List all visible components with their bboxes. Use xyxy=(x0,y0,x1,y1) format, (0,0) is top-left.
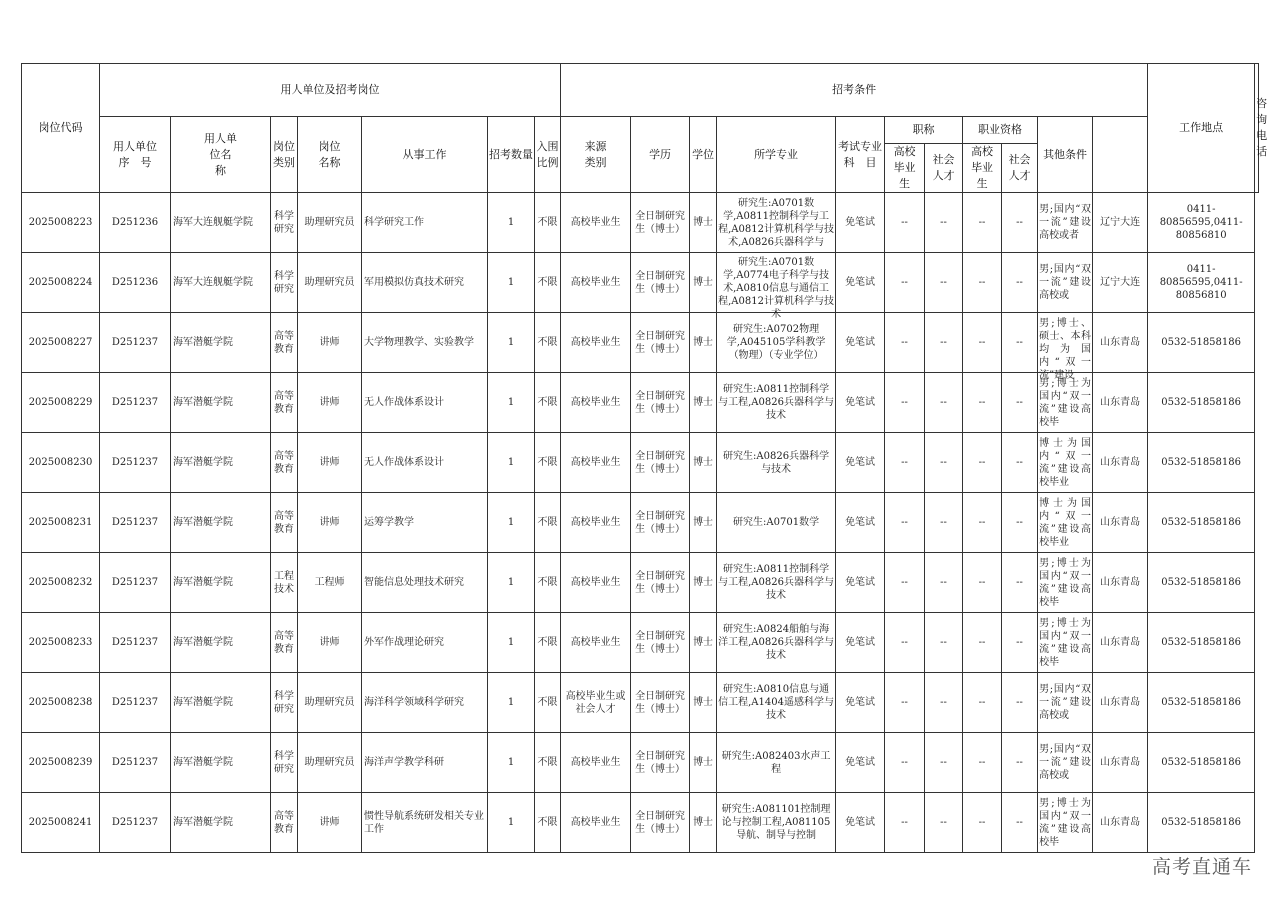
cell-source: 高校毕业生 xyxy=(561,553,631,613)
cell-exam: 免笔试 xyxy=(836,613,885,673)
cell-location: 山东青岛 xyxy=(1093,493,1148,553)
table-row xyxy=(22,433,1259,493)
cell-unit-name: 海军潜艇学院 xyxy=(171,673,271,733)
cell-post-name: 讲师 xyxy=(298,613,362,673)
cell-quota: 1 xyxy=(488,313,535,373)
cell-location: 山东青岛 xyxy=(1093,553,1148,613)
cell-quota: 1 xyxy=(488,733,535,793)
cell-qual-grad: -- xyxy=(963,793,1002,853)
cell-ratio: 不限 xyxy=(535,733,561,793)
cell-work: 外军作战理论研究 xyxy=(362,613,488,673)
cell-title-social: -- xyxy=(925,253,963,313)
cell-ratio: 不限 xyxy=(535,253,561,313)
cell-quota: 1 xyxy=(488,613,535,673)
other-text: 男;博士为国内“双一流”建设高校毕 xyxy=(1039,617,1092,668)
table-row xyxy=(22,193,1259,253)
cell-title-grad: -- xyxy=(885,493,925,553)
cell-unit-name: 海军大连舰艇学院 xyxy=(171,193,271,253)
cell-ratio: 不限 xyxy=(535,433,561,493)
cell-ratio: 不限 xyxy=(535,793,561,853)
cell-other xyxy=(1038,793,1093,853)
major-text: 研究生:A0824船舶与海洋工程,A0826兵器科学与技术 xyxy=(718,624,834,661)
cell-exam: 免笔试 xyxy=(836,553,885,613)
table-row xyxy=(22,673,1259,733)
cell-location: 山东青岛 xyxy=(1093,373,1148,433)
header-conditions-group: 招考条件 xyxy=(561,64,1148,117)
cell-ratio: 不限 xyxy=(535,493,561,553)
header-ratio: 入围比例 xyxy=(535,117,561,193)
header-major: 所学专业 xyxy=(717,117,836,193)
cell-qual-social: -- xyxy=(1002,793,1038,853)
table-row xyxy=(22,733,1259,793)
cell-title-social: -- xyxy=(925,613,963,673)
cell-qual-grad: -- xyxy=(963,193,1002,253)
cell-position-code: 2025008223 xyxy=(22,193,100,253)
cell-unit-name: 海军潜艇学院 xyxy=(171,613,271,673)
cell-post-name: 助理研究员 xyxy=(298,673,362,733)
cell-major xyxy=(717,433,836,493)
cell-title-social: -- xyxy=(925,373,963,433)
cell-title-social: -- xyxy=(925,793,963,853)
cell-title-social: -- xyxy=(925,673,963,733)
table-row xyxy=(22,613,1259,673)
cell-post-name: 助理研究员 xyxy=(298,733,362,793)
header-other: 其他条件 xyxy=(1038,117,1093,193)
cell-phone: 0532-51858186 xyxy=(1148,373,1255,433)
cell-unit-seq: D251237 xyxy=(100,733,171,793)
cell-education: 全日制研究生（博士） xyxy=(631,313,690,373)
cell-phone: 0532-51858186 xyxy=(1148,493,1255,553)
cell-source: 高校毕业生 xyxy=(561,253,631,313)
cell-work: 大学物理教学、实验教学 xyxy=(362,313,488,373)
cell-degree: 博士 xyxy=(690,733,717,793)
header-unit-group: 用人单位及招考岗位 xyxy=(100,64,561,117)
cell-other xyxy=(1038,673,1093,733)
header-work: 从事工作 xyxy=(362,117,488,193)
cell-major xyxy=(717,733,836,793)
cell-title-social: -- xyxy=(925,493,963,553)
cell-qual-social: -- xyxy=(1002,193,1038,253)
cell-post-type: 科学研究 xyxy=(271,733,298,793)
major-text: 研究生:A0811控制科学与工程,A0826兵器科学与技术 xyxy=(718,564,834,601)
recruitment-table xyxy=(21,63,1268,853)
header-degree: 学位 xyxy=(690,117,717,193)
major-text: 研究生:A0702物理学,A045105学科教学（物理）（专业学位） xyxy=(726,324,826,361)
cell-phone: 0532-51858186 xyxy=(1148,433,1255,493)
cell-source: 高校毕业生 xyxy=(561,313,631,373)
cell-post-type: 科学研究 xyxy=(271,673,298,733)
cell-work: 惯性导航系统研发相关专业工作 xyxy=(362,793,488,853)
cell-work: 智能信息处理技术研究 xyxy=(362,553,488,613)
cell-title-social: -- xyxy=(925,433,963,493)
other-text: 男;博士为国内“双一流”建设高校毕 xyxy=(1039,557,1092,608)
cell-education: 全日制研究生（博士） xyxy=(631,433,690,493)
cell-source: 高校毕业生 xyxy=(561,733,631,793)
cell-phone: 0532-51858186 xyxy=(1148,613,1255,673)
other-text: 博士为国内“双一流”建设高校毕业 xyxy=(1039,437,1092,488)
cell-unit-seq: D251237 xyxy=(100,553,171,613)
cell-work: 海洋声学教学科研 xyxy=(362,733,488,793)
cell-major xyxy=(717,613,836,673)
cell-unit-name: 海军潜艇学院 xyxy=(171,373,271,433)
cell-degree: 博士 xyxy=(690,193,717,253)
cell-unit-name: 海军潜艇学院 xyxy=(171,433,271,493)
cell-education: 全日制研究生（博士） xyxy=(631,373,690,433)
cell-qual-grad: -- xyxy=(963,433,1002,493)
cell-source: 高校毕业生 xyxy=(561,373,631,433)
header-qual-social: 社会人才 xyxy=(1002,144,1038,193)
cell-post-type: 高等教育 xyxy=(271,613,298,673)
cell-qual-grad: -- xyxy=(963,673,1002,733)
cell-location: 辽宁大连 xyxy=(1093,253,1148,313)
cell-major xyxy=(717,493,836,553)
cell-qual-social: -- xyxy=(1002,373,1038,433)
cell-degree: 博士 xyxy=(690,553,717,613)
cell-quota: 1 xyxy=(488,193,535,253)
cell-major xyxy=(717,673,836,733)
cell-qual-grad: -- xyxy=(963,733,1002,793)
cell-quota: 1 xyxy=(488,493,535,553)
cell-unit-seq: D251237 xyxy=(100,493,171,553)
cell-source: 高校毕业生 xyxy=(561,493,631,553)
header-exam: 考试专业科 目 xyxy=(836,117,885,193)
cell-unit-seq: D251237 xyxy=(100,433,171,493)
cell-position-code: 2025008232 xyxy=(22,553,100,613)
cell-unit-seq: D251236 xyxy=(100,193,171,253)
cell-work: 无人作战体系设计 xyxy=(362,433,488,493)
other-text: 男;国内“双一流”建设高校或 xyxy=(1039,684,1092,721)
cell-ratio: 不限 xyxy=(535,313,561,373)
cell-post-name: 讲师 xyxy=(298,373,362,433)
cell-other xyxy=(1038,733,1093,793)
cell-source: 高校毕业生或社会人才 xyxy=(561,673,631,733)
cell-location: 山东青岛 xyxy=(1093,433,1148,493)
cell-post-type: 科学研究 xyxy=(271,253,298,313)
cell-major xyxy=(717,793,836,853)
cell-quota: 1 xyxy=(488,553,535,613)
cell-exam: 免笔试 xyxy=(836,493,885,553)
cell-unit-seq: D251237 xyxy=(100,673,171,733)
cell-ratio: 不限 xyxy=(535,193,561,253)
header-source: 来源类别 xyxy=(561,117,631,193)
table-row xyxy=(22,313,1259,373)
header-title-social: 社会人才 xyxy=(925,144,963,193)
cell-unit-seq: D251236 xyxy=(100,253,171,313)
cell-exam: 免笔试 xyxy=(836,313,885,373)
cell-education: 全日制研究生（博士） xyxy=(631,553,690,613)
cell-work: 科学研究工作 xyxy=(362,193,488,253)
cell-qual-social: -- xyxy=(1002,493,1038,553)
cell-title-grad: -- xyxy=(885,193,925,253)
cell-title-grad: -- xyxy=(885,253,925,313)
other-text: 男;国内“双一流”建设高校或者 xyxy=(1039,204,1092,241)
cell-post-type: 高等教育 xyxy=(271,493,298,553)
major-text: 研究生:A0811控制科学与工程,A0826兵器科学与技术 xyxy=(718,384,834,421)
cell-post-type: 高等教育 xyxy=(271,373,298,433)
cell-post-name: 讲师 xyxy=(298,793,362,853)
header-unit-name: 用人单位名 称 xyxy=(171,117,271,193)
cell-major xyxy=(717,553,836,613)
cell-other xyxy=(1038,253,1093,313)
cell-other xyxy=(1038,553,1093,613)
cell-quota: 1 xyxy=(488,253,535,313)
cell-post-name: 助理研究员 xyxy=(298,193,362,253)
other-text: 男;博士为国内“双一流”建设高校毕 xyxy=(1039,377,1092,428)
cell-work: 无人作战体系设计 xyxy=(362,373,488,433)
cell-unit-seq: D251237 xyxy=(100,793,171,853)
header-position-code: 岗位代码 xyxy=(22,64,100,193)
major-text: 研究生:A0810信息与通信工程,A1404遥感科学与技术 xyxy=(718,684,834,721)
cell-phone: 0411-80856595,0411-80856810 xyxy=(1148,253,1255,313)
cell-work: 军用模拟仿真技术研究 xyxy=(362,253,488,313)
major-text: 研究生:A082403水声工程 xyxy=(721,750,831,775)
cell-degree: 博士 xyxy=(690,673,717,733)
header-quota: 招考数量 xyxy=(488,117,535,193)
cell-major xyxy=(717,253,836,320)
cell-title-grad: -- xyxy=(885,373,925,433)
cell-unit-name: 海军潜艇学院 xyxy=(171,493,271,553)
cell-phone: 0532-51858186 xyxy=(1148,673,1255,733)
cell-source: 高校毕业生 xyxy=(561,613,631,673)
other-text: 男;博士为国内“双一流”建设高校毕 xyxy=(1039,797,1092,848)
cell-education: 全日制研究生（博士） xyxy=(631,793,690,853)
table-row xyxy=(22,493,1259,553)
major-text: 研究生:A0701数学 xyxy=(733,517,820,528)
other-text: 男;博士、硕士、本科均为国内“双一流”建设 xyxy=(1039,317,1092,381)
cell-degree: 博士 xyxy=(690,373,717,433)
cell-degree: 博士 xyxy=(690,433,717,493)
header-post-name: 岗位名称 xyxy=(298,117,362,193)
cell-qual-grad: -- xyxy=(963,253,1002,313)
cell-post-type: 高等教育 xyxy=(271,313,298,373)
cell-position-code: 2025008239 xyxy=(22,733,100,793)
cell-other xyxy=(1038,493,1093,553)
cell-phone: 0532-51858186 xyxy=(1148,733,1255,793)
header-contact-phone: 咨询电话 xyxy=(1255,64,1259,193)
header-unit-seq: 用人单位序 号 xyxy=(100,117,171,193)
cell-other xyxy=(1038,193,1093,253)
other-text: 博士为国内“双一流”建设高校毕业 xyxy=(1039,497,1092,548)
header-qualification: 职业资格 xyxy=(963,117,1038,144)
major-text: 研究生:A0826兵器科学与技术 xyxy=(723,450,830,475)
cell-other xyxy=(1038,373,1093,433)
cell-title-grad: -- xyxy=(885,673,925,733)
cell-phone: 0532-51858186 xyxy=(1148,553,1255,613)
cell-degree: 博士 xyxy=(690,253,717,313)
cell-exam: 免笔试 xyxy=(836,253,885,313)
cell-qual-social: -- xyxy=(1002,313,1038,373)
major-text: 研究生:A081101控制理论与控制工程,A081105导航、制导与控制 xyxy=(721,804,831,841)
cell-location: 山东青岛 xyxy=(1093,673,1148,733)
cell-post-name: 讲师 xyxy=(298,313,362,373)
cell-major xyxy=(717,193,836,253)
cell-education: 全日制研究生（博士） xyxy=(631,493,690,553)
cell-post-name: 讲师 xyxy=(298,493,362,553)
cell-qual-social: -- xyxy=(1002,613,1038,673)
cell-unit-seq: D251237 xyxy=(100,313,171,373)
cell-title-social: -- xyxy=(925,733,963,793)
other-text: 男;国内“双一流”建设高校或 xyxy=(1039,264,1092,301)
cell-source: 高校毕业生 xyxy=(561,433,631,493)
cell-education: 全日制研究生（博士） xyxy=(631,733,690,793)
cell-title-social: -- xyxy=(925,553,963,613)
cell-ratio: 不限 xyxy=(535,373,561,433)
cell-qual-grad: -- xyxy=(963,313,1002,373)
cell-title-grad: -- xyxy=(885,553,925,613)
header-post-type: 岗位类别 xyxy=(271,117,298,193)
cell-position-code: 2025008229 xyxy=(22,373,100,433)
cell-title-grad: -- xyxy=(885,433,925,493)
cell-ratio: 不限 xyxy=(535,613,561,673)
cell-phone: 0411-80856595,0411-80856810 xyxy=(1148,193,1255,253)
cell-location: 山东青岛 xyxy=(1093,613,1148,673)
cell-title-grad: -- xyxy=(885,613,925,673)
table-row xyxy=(22,793,1259,853)
table-row xyxy=(22,253,1259,313)
cell-position-code: 2025008241 xyxy=(22,793,100,853)
cell-exam: 免笔试 xyxy=(836,193,885,253)
table-row xyxy=(22,373,1259,433)
header-title-grad: 高校毕业生 xyxy=(885,144,925,193)
cell-qual-social: -- xyxy=(1002,733,1038,793)
table-row xyxy=(22,553,1259,613)
cell-education: 全日制研究生（博士） xyxy=(631,253,690,313)
cell-post-type: 高等教育 xyxy=(271,433,298,493)
cell-degree: 博士 xyxy=(690,613,717,673)
cell-title-social: -- xyxy=(925,193,963,253)
cell-title-social: -- xyxy=(925,313,963,373)
cell-degree: 博士 xyxy=(690,493,717,553)
cell-post-name: 讲师 xyxy=(298,433,362,493)
cell-quota: 1 xyxy=(488,673,535,733)
other-text: 男;国内“双一流”建设高校或 xyxy=(1039,744,1092,781)
major-text: 研究生:A0701数学,A0811控制科学与工程,A0812计算机科学与技术,A0826兵器科学与 xyxy=(718,197,834,248)
cell-major xyxy=(717,373,836,433)
cell-other xyxy=(1038,613,1093,673)
cell-qual-social: -- xyxy=(1002,433,1038,493)
cell-quota: 1 xyxy=(488,793,535,853)
cell-location: 山东青岛 xyxy=(1093,313,1148,373)
cell-post-type: 工程技术 xyxy=(271,553,298,613)
cell-ratio: 不限 xyxy=(535,673,561,733)
cell-qual-grad: -- xyxy=(963,373,1002,433)
cell-quota: 1 xyxy=(488,373,535,433)
cell-post-name: 工程师 xyxy=(298,553,362,613)
recruitment-table-container xyxy=(21,63,1268,853)
cell-location: 山东青岛 xyxy=(1093,793,1148,853)
major-text: 研究生:A0701数学,A0774电子科学与技术,A0810信息与通信工程,A0812计算机科学与技术 xyxy=(718,256,834,320)
cell-education: 全日制研究生（博士） xyxy=(631,613,690,673)
cell-source: 高校毕业生 xyxy=(561,793,631,853)
cell-exam: 免笔试 xyxy=(836,373,885,433)
cell-position-code: 2025008238 xyxy=(22,673,100,733)
cell-exam: 免笔试 xyxy=(836,673,885,733)
cell-post-type: 高等教育 xyxy=(271,793,298,853)
cell-position-code: 2025008224 xyxy=(22,253,100,313)
cell-position-code: 2025008227 xyxy=(22,313,100,373)
cell-unit-name: 海军潜艇学院 xyxy=(171,553,271,613)
cell-unit-seq: D251237 xyxy=(100,613,171,673)
header-qual-grad: 高校毕业生 xyxy=(963,144,1002,193)
cell-work: 运筹学教学 xyxy=(362,493,488,553)
cell-exam: 免笔试 xyxy=(836,793,885,853)
cell-ratio: 不限 xyxy=(535,553,561,613)
cell-other xyxy=(1038,433,1093,493)
cell-quota: 1 xyxy=(488,433,535,493)
table-body xyxy=(22,193,1259,853)
cell-location: 山东青岛 xyxy=(1093,733,1148,793)
cell-unit-name: 海军潜艇学院 xyxy=(171,793,271,853)
cell-phone: 0532-51858186 xyxy=(1148,313,1255,373)
cell-location: 辽宁大连 xyxy=(1093,193,1148,253)
cell-unit-name: 海军潜艇学院 xyxy=(171,313,271,373)
cell-exam: 免笔试 xyxy=(836,433,885,493)
cell-education: 全日制研究生（博士） xyxy=(631,673,690,733)
cell-qual-grad: -- xyxy=(963,553,1002,613)
header-title: 职称 xyxy=(885,117,963,144)
watermark: 高考直通车 xyxy=(1151,856,1252,878)
cell-qual-social: -- xyxy=(1002,673,1038,733)
cell-position-code: 2025008233 xyxy=(22,613,100,673)
cell-unit-seq: D251237 xyxy=(100,373,171,433)
cell-degree: 博士 xyxy=(690,313,717,373)
cell-phone: 0532-51858186 xyxy=(1148,793,1255,853)
cell-position-code: 2025008230 xyxy=(22,433,100,493)
cell-title-grad: -- xyxy=(885,793,925,853)
cell-source: 高校毕业生 xyxy=(561,193,631,253)
cell-position-code: 2025008231 xyxy=(22,493,100,553)
header-work-location: 工作地点 xyxy=(1148,64,1255,193)
cell-post-type: 科学研究 xyxy=(271,193,298,253)
cell-qual-social: -- xyxy=(1002,553,1038,613)
header-education: 学历 xyxy=(631,117,690,193)
cell-unit-name: 海军大连舰艇学院 xyxy=(171,253,271,313)
cell-other xyxy=(1038,313,1093,381)
cell-degree: 博士 xyxy=(690,793,717,853)
cell-qual-grad: -- xyxy=(963,493,1002,553)
cell-exam: 免笔试 xyxy=(836,733,885,793)
cell-unit-name: 海军潜艇学院 xyxy=(171,733,271,793)
cell-qual-grad: -- xyxy=(963,613,1002,673)
cell-work: 海洋科学领域科学研究 xyxy=(362,673,488,733)
cell-post-name: 助理研究员 xyxy=(298,253,362,313)
cell-title-grad: -- xyxy=(885,313,925,373)
cell-major xyxy=(717,313,836,373)
cell-education: 全日制研究生（博士） xyxy=(631,193,690,253)
cell-qual-social: -- xyxy=(1002,253,1038,313)
cell-title-grad: -- xyxy=(885,733,925,793)
